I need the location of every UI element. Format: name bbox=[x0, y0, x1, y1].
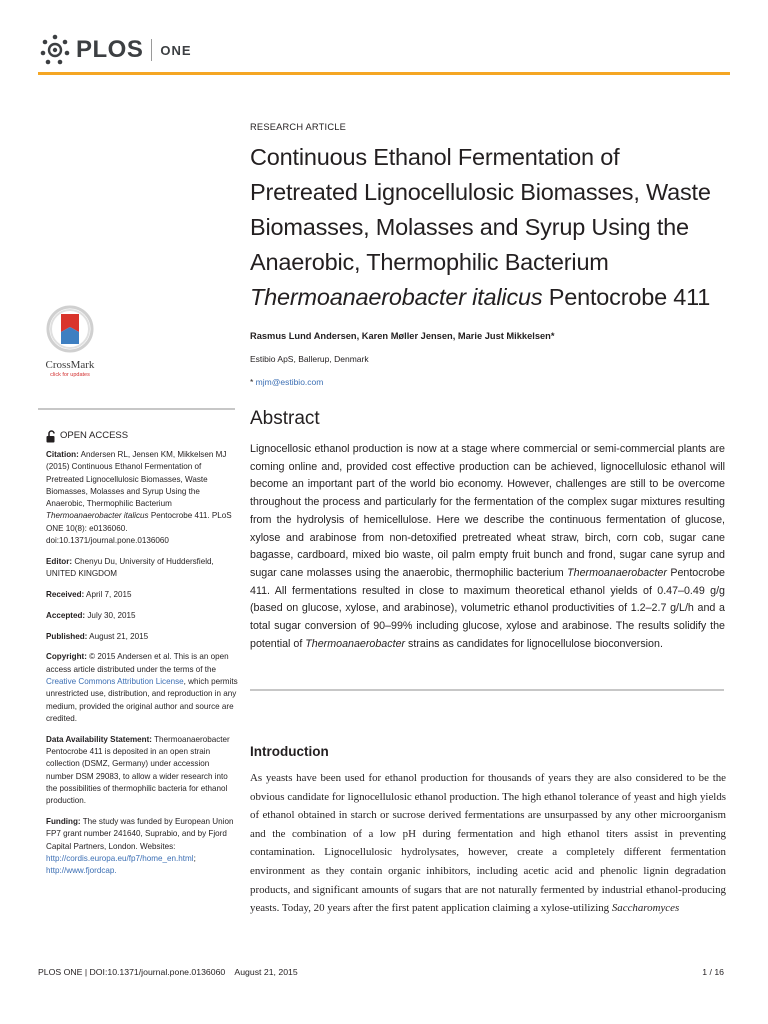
abstract-text-1: Lignocellosic ethanol production is now at a stage where commercial or semi-commercial plants are coming online and, provided cost effective production can be achieved, lignocellulosic ethanol will become an important part of the world bio economy. However, challenges are still to be overcome throughout the process and particularly for the fermentation of the complex sugar mixtures resulting from the hydrolysis of hemicellulose. Here we describe the continuous fermentation of glucose, xylose and arabinose from non-detoxified pretreated wheat straw, birch, corn cob, sugar cane bagasse, cardboard, mixed bio waste, oil palm empty fruit bunch and frond, sugar cane syrup and sugar cane molasses using the anaerobic, thermophilic bacterium bbox=[250, 443, 725, 579]
published-date: August 21, 2015 bbox=[87, 631, 149, 641]
logo-text: PLOS bbox=[76, 36, 144, 63]
published-block bbox=[46, 631, 238, 643]
article-header bbox=[250, 122, 732, 387]
funding-text: The study was funded by European Union FP7 grant number 241640, Suprabio, and by Fjord Capital Partners, London. Websites: bbox=[46, 816, 234, 851]
crossmark-subtitle: click for updates bbox=[50, 372, 90, 378]
funding-label: Funding: bbox=[46, 816, 81, 826]
introduction-heading: Introduction bbox=[250, 744, 329, 759]
page-number: 1 / 16 bbox=[702, 967, 724, 977]
editor-text: Chenyu Du, University of Huddersfield, UNITED KINGDOM bbox=[46, 556, 214, 579]
accepted-date: July 30, 2015 bbox=[85, 610, 136, 620]
citation-block bbox=[46, 449, 238, 547]
copyright-text: © 2015 Andersen et al. This is an open access article distributed under the terms of the bbox=[46, 652, 229, 674]
published-label: Published: bbox=[46, 631, 88, 641]
abstract-bottom-rule bbox=[250, 689, 724, 691]
affiliation: Estibio ApS, Ballerup, Denmark bbox=[250, 354, 369, 364]
email-link[interactable]: mjm@estibio.com bbox=[255, 377, 324, 387]
logo-subtext: ONE bbox=[160, 42, 192, 58]
crossmark-title: CrossMark bbox=[45, 359, 95, 371]
abstract-heading: Abstract bbox=[250, 408, 320, 429]
title-end: Pentocrobe 411 bbox=[542, 284, 711, 310]
header-rule bbox=[38, 72, 730, 75]
title-text: Continuous Ethanol Fermentation of Pretreated Lignocellulosic Biomasses, Waste Biomasses, Molasses and Syrup Using the Anaerobic, Thermophilic Bacterium bbox=[250, 144, 711, 275]
article-info-sidebar bbox=[46, 430, 238, 886]
abstract-text-3: strains as candidates for lignocellulose bioconversion. bbox=[405, 637, 663, 650]
citation-text: Andersen RL, Jensen KM, Mikkelsen MJ (2015) Continuous Ethanol Fermentation of Pretreated Lignocellulosic Biomasses, Waste Biomasses, Molasses and Syrup Using the Anaerobic, Thermophilic Bacterium bbox=[46, 450, 227, 509]
abstract-text bbox=[250, 441, 725, 653]
copyright-label: Copyright: bbox=[46, 652, 87, 662]
received-block bbox=[46, 589, 238, 601]
abstract-italic-2: Thermoanaerobacter bbox=[305, 637, 406, 650]
citation-label: Citation: bbox=[46, 450, 79, 459]
data-availability-block bbox=[46, 734, 238, 808]
editor-block bbox=[46, 556, 238, 581]
cordis-link[interactable]: http://cordis.europa.eu/fp7/home_en.html bbox=[46, 853, 194, 863]
footer-doi: PLOS ONE | DOI:10.1371/journal.pone.0136060 August 21, 2015 bbox=[38, 967, 298, 977]
abstract-text-2: Pentocrobe 411. All fermentations resulted in close to maximum theoretical ethanol yields of 0.47–0.49 g/g (based on glucose, xylose, and arabinose), volumetric ethanol productivities of 1.2–2.7 g/L/h and a total sugar conversion of 90–99% including glucose, xylose and arabinose. The results solidify the potential of bbox=[250, 566, 725, 650]
corresponding-email bbox=[250, 377, 732, 387]
funding-block bbox=[46, 816, 238, 877]
editor-label: Editor: bbox=[46, 556, 73, 566]
received-date: April 7, 2015 bbox=[84, 589, 132, 599]
plos-logo[interactable] bbox=[38, 33, 192, 67]
crossmark-icon bbox=[46, 305, 94, 353]
data-availability-text: Thermoanaerobacter Pentocrobe 411 is deposited in an open strain collection (DSMZ, Germany) under accession number DSM 29083, to allow a wider research into the possibilities of thermophilic bacteria for ethanol production. bbox=[46, 734, 230, 806]
introduction-body: As yeasts have been used for ethanol production for thousands of years they are also considered to be the obvious candidate for lignocellulosic ethanol production. The high ethanol tolerance of yeast and high yields of ethanol obtained in starch or sucrose derived fermentations are unsurpassed by any other microorganism and the combination of a low pH during fermentation and high ethanol titers assist in preventing contamination. Lignocellulosic hydrolysates, however, create a completely different fermentation environment as they contain organic inhibitors, including acetic acid and phenolic lignin degradation products, and significant amounts of sugars that are not naturally fermented by industrial ethanol-producing yeasts. Today, 20 years after the first patent application claiming a xylose-utilizing bbox=[250, 772, 726, 915]
license-link[interactable]: Creative Commons Attribution License bbox=[46, 676, 184, 686]
title-italic: Thermoanaerobacter italicus bbox=[250, 284, 543, 310]
crossmark-badge[interactable] bbox=[40, 305, 100, 378]
email-marker: * bbox=[250, 377, 256, 387]
open-access-label bbox=[46, 430, 238, 443]
citation-text-end: Pentocrobe 411. PLoS ONE 10(8): e0136060. doi:10.1371/journal.pone.0136060 bbox=[46, 511, 232, 546]
accepted-block bbox=[46, 610, 238, 622]
abstract-italic-1: Thermoanaerobacter bbox=[567, 566, 667, 579]
introduction-text bbox=[250, 769, 726, 918]
accepted-label: Accepted: bbox=[46, 610, 86, 620]
sidebar-rule bbox=[38, 408, 235, 410]
copyright-block bbox=[46, 651, 238, 725]
data-availability-label: Data Availability Statement: bbox=[46, 734, 152, 744]
article-type: RESEARCH ARTICLE bbox=[250, 122, 347, 132]
logo-separator bbox=[151, 39, 152, 61]
funding-separator: ; bbox=[193, 853, 196, 863]
author-list: Rasmus Lund Andersen, Karen Møller Jensen, Marie Just Mikkelsen* bbox=[250, 331, 555, 341]
open-lock-icon bbox=[46, 430, 57, 443]
open-access-text: OPEN ACCESS bbox=[60, 430, 129, 442]
received-label: Received: bbox=[46, 589, 85, 599]
plos-emblem-icon bbox=[38, 33, 72, 67]
citation-italic: Thermoanaerobacter italicus bbox=[46, 511, 149, 521]
fjordcap-link[interactable]: http://www.fjordcap. bbox=[46, 866, 117, 876]
introduction-italic: Saccharomyces bbox=[611, 902, 680, 915]
copyright-text-end: , which permits unrestricted use, distribution, and reproduction in any medium, provided the original author and source are credited. bbox=[46, 676, 238, 723]
article-title bbox=[250, 140, 732, 315]
